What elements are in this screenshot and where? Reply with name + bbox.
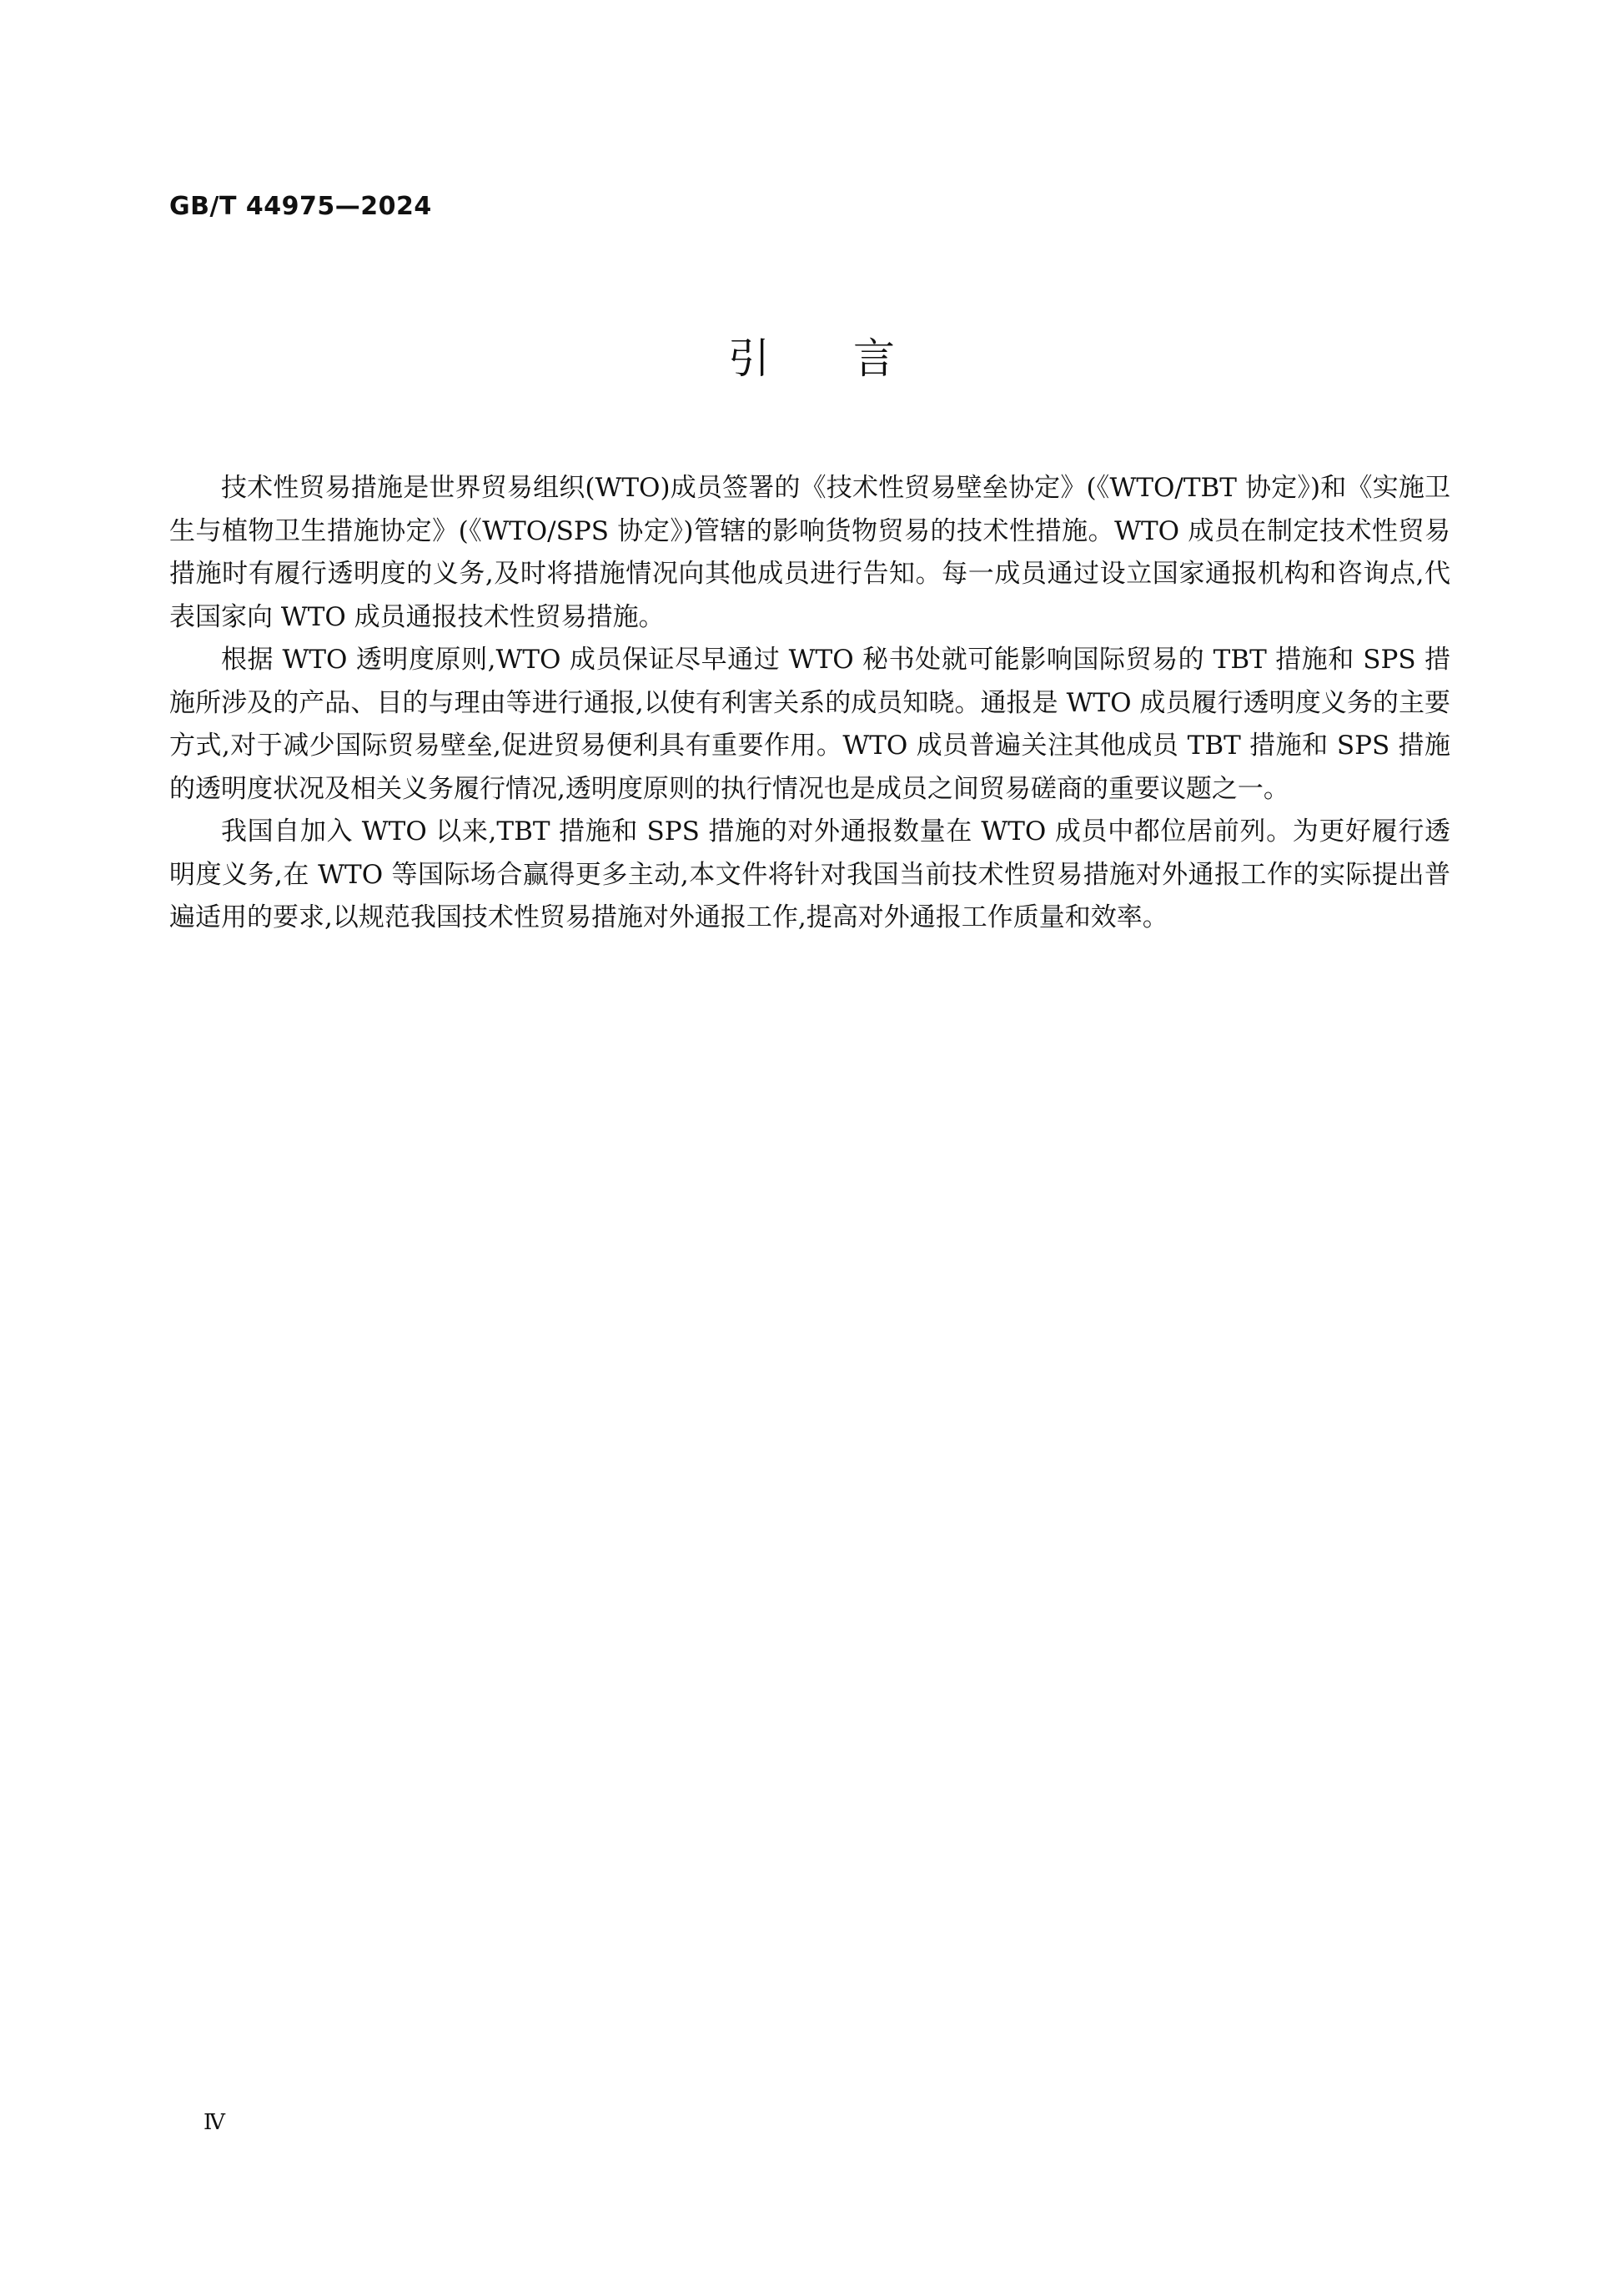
document-code: GB/T 44975—2024 [169,192,432,221]
paragraph-2: 根据 WTO 透明度原则,WTO 成员保证尽早通过 WTO 秘书处就可能影响国际贸易的 TBT 措施和 SPS 措施所涉及的产品、目的与理由等进行通报,以使有利害关系的成员知晓。通报是 WTO 成员履行透明度义务的主要方式,对于减少国际贸易壁垒,促进贸易便利具有重要作用。WTO 成员普遍关注其他成员 TBT 措施和 SPS 措施的透明度状况及相关义务履行情况,透明度原则的执行情况也是成员之间贸易磋商的重要议题之一。 [169,645,1450,804]
body-text [169,467,1450,940]
page-number: Ⅳ [204,2110,225,2135]
section-title: 引言 [728,334,978,383]
paragraph-3: 我国自加入 WTO 以来,TBT 措施和 SPS 措施的对外通报数量在 WTO 成员中都位居前列。为更好履行透明度义务,在 WTO 等国际场合赢得更多主动,本文件将针对我国当前技术性贸易措施对外通报工作的实际提出普遍适用的要求,以规范我国技术性贸易措施对外通报工作,提高对外通报工作质量和效率。 [169,816,1450,932]
paragraph-1: 技术性贸易措施是世界贸易组织(WTO)成员签署的《技术性贸易壁垒协定》(《WTO/TBT 协定》)和《实施卫生与植物卫生措施协定》(《WTO/SPS 协定》)管辖的影响货物贸易的技术性措施。WTO 成员在制定技术性贸易措施时有履行透明度的义务,及时将措施情况向其他成员进行告知。每一成员通过设立国家通报机构和咨询点,代表国家向 WTO 成员通报技术性贸易措施。 [169,473,1450,632]
